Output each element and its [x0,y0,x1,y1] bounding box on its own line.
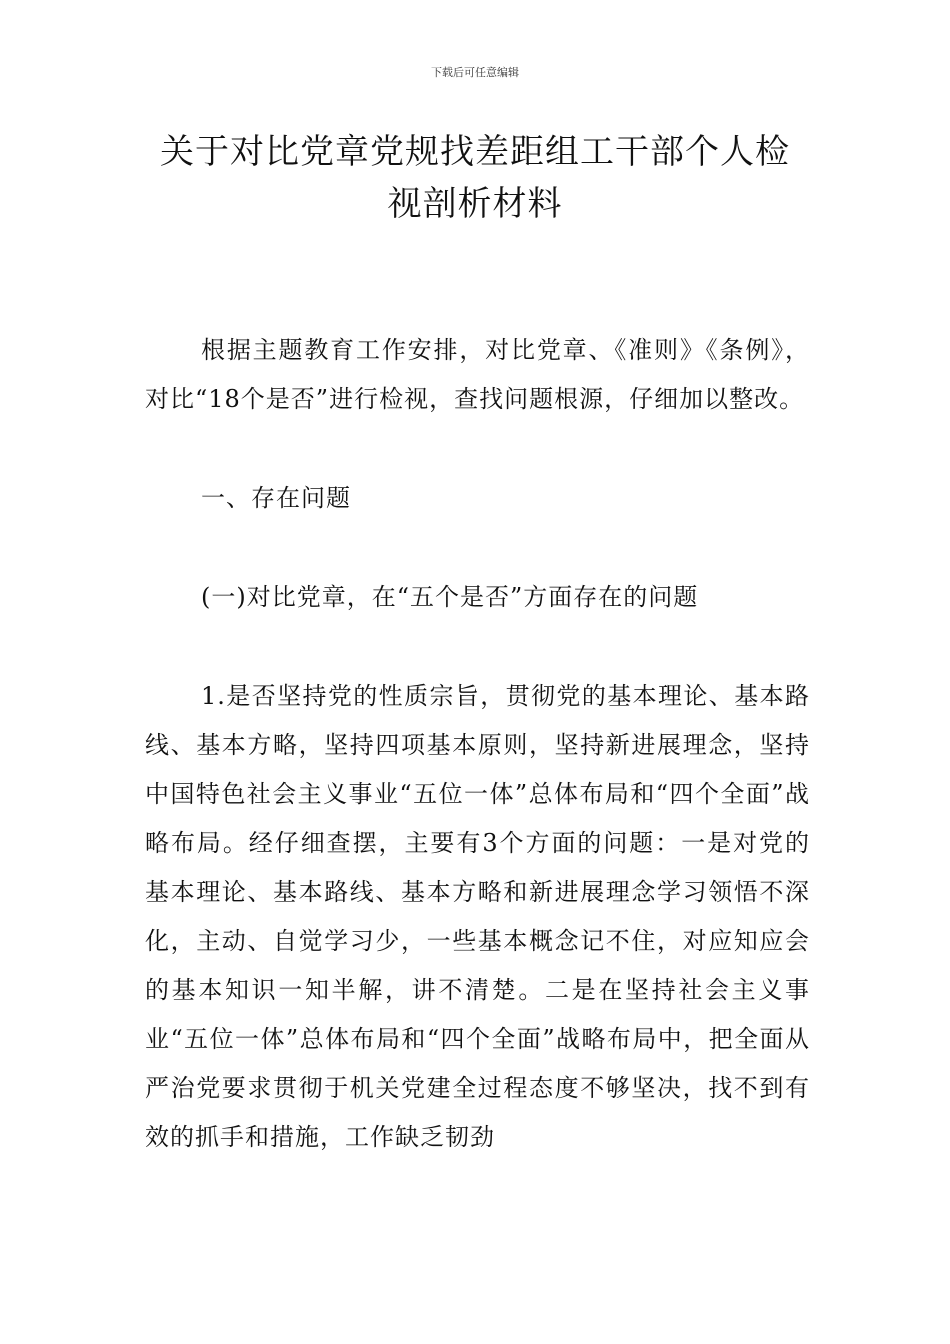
paragraph-gap [145,622,810,672]
paragraph-gap [145,523,810,573]
subsection-heading: (一)对比党章，在“五个是否”方面存在的问题 [201,583,699,611]
document-body [145,326,810,1162]
section-heading: 一、存在问题 [201,484,351,512]
intro-paragraph: 根据主题教育工作安排，对比党章、《准则》《条例》，对比“18个是否”进行检视，查找问题根源，仔细加以整改。 [145,336,810,413]
document-title [140,126,810,230]
document-title-line-1: 关于对比党章党规找差距组工干部个人检 [160,132,790,172]
page-header-note: 下载后可任意编辑 [431,66,519,79]
paragraph-gap [145,424,810,474]
item-paragraph: 1.是否坚持党的性质宗旨，贯彻党的基本理论、基本路线、基本方略，坚持四项基本原则，坚持新进展理念，坚持中国特色社会主义事业“五位一体”总体布局和“四个全面”战略布局。经仔细查摆，主要有3个方面的问题：一是对党的基本理论、基本路线、基本方略和新进展理念学习领悟不深化，主动、自觉学习少，一些基本概念记不住，对应知应会的基本知识一知半解，讲不清楚。二是在坚持社会主义事业“五位一体”总体布局和“四个全面”战略布局中，把全面从严治党要求贯彻于机关党建全过程态度不够坚决，找不到有效的抓手和措施，工作缺乏韧劲 [145,682,810,1151]
document-title-line-2: 视剖析材料 [387,184,563,224]
